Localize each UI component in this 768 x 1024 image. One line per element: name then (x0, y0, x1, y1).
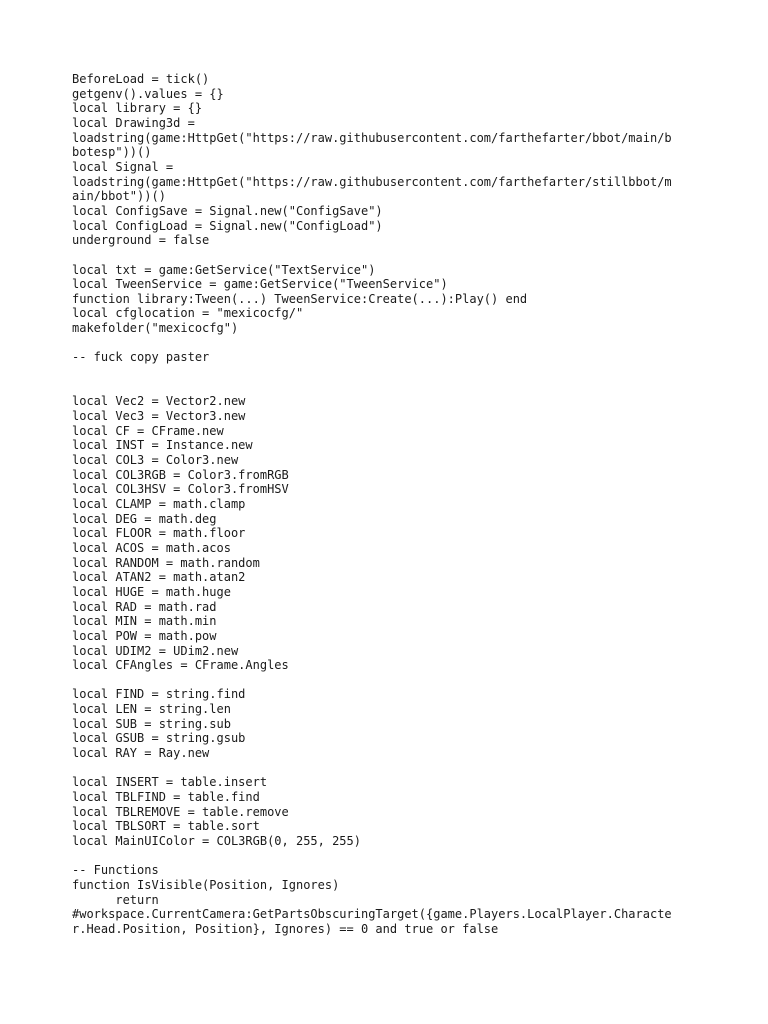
code-line: local LEN = string.len (72, 702, 231, 717)
code-line: local ConfigLoad = Signal.new("ConfigLoad") (72, 218, 383, 233)
code-line: local RANDOM = math.random (72, 555, 260, 570)
code-line: local txt = game:GetService("TextService") (72, 262, 376, 277)
code-line (72, 380, 712, 395)
code-line: local DEG = math.deg (72, 511, 217, 526)
code-line: r.Head.Position, Position}, Ignores) == 0 and true or false (72, 921, 499, 936)
code-line: local RAD = math.rad (72, 599, 217, 614)
code-line: local POW = math.pow (72, 628, 217, 643)
code-line: underground = false (72, 233, 210, 248)
code-line: local ACOS = math.acos (72, 540, 231, 555)
code-line: local Vec3 = Vector3.new (72, 409, 246, 424)
code-line: makefolder("mexicocfg") (72, 321, 239, 336)
code-line (72, 365, 712, 380)
code-line: local library = {} (72, 101, 203, 116)
code-line: local HUGE = math.huge (72, 584, 231, 599)
code-line: local GSUB = string.gsub (72, 731, 246, 746)
code-line: local SUB = string.sub (72, 716, 231, 731)
code-line: function library:Tween(...) TweenService:Create(...):Play() end (72, 291, 528, 306)
code-line: ain/bbot"))() (72, 189, 166, 204)
code-line: local INST = Instance.new (72, 438, 253, 453)
code-line: local COL3HSV = Color3.fromHSV (72, 482, 289, 497)
code-line: local CF = CFrame.new (72, 423, 224, 438)
code-line: local Signal = (72, 159, 174, 174)
code-line: local COL3 = Color3.new (72, 453, 239, 467)
code-line: local UDIM2 = UDim2.new (72, 643, 239, 658)
code-line: #workspace.CurrentCamera:GetPartsObscuringTarget({game.Players.LocalPlayer.Characte (72, 907, 672, 922)
code-line (72, 673, 712, 688)
code-line: local TweenService = game:GetService("TweenService") (72, 277, 448, 292)
code-line: getgenv().values = {} (72, 86, 224, 101)
code-line: local FIND = string.find (72, 687, 246, 702)
code-line: local TBLREMOVE = table.remove (72, 804, 289, 819)
code-line: local cfglocation = "mexicocfg/" (72, 306, 304, 321)
code-block (72, 72, 712, 937)
code-line: local MainUIColor = COL3RGB(0, 255, 255) (72, 834, 361, 849)
code-line: local CFAngles = CFrame.Angles (72, 658, 289, 673)
code-line (72, 761, 712, 776)
code-line: local ConfigSave = Signal.new("ConfigSave") (72, 203, 383, 218)
code-line: local RAY = Ray.new (72, 746, 210, 761)
code-line: loadstring(game:HttpGet("https://raw.githubusercontent.com/farthefarter/bbot/main/b (72, 130, 672, 145)
code-line (72, 849, 712, 864)
code-line: local Vec2 = Vector2.new (72, 394, 246, 409)
code-line: botesp"))() (72, 145, 152, 160)
code-line: local TBLFIND = table.find (72, 790, 260, 805)
code-line: function IsVisible(Position, Ignores) (72, 877, 340, 892)
code-line: local COL3RGB = Color3.fromRGB (72, 467, 289, 482)
code-line: local CLAMP = math.clamp (72, 496, 246, 511)
code-line: local ATAN2 = math.atan2 (72, 570, 246, 585)
code-line: local INSERT = table.insert (72, 775, 268, 790)
code-line: return (72, 892, 159, 907)
code-line: local FLOOR = math.floor (72, 526, 246, 541)
code-line: loadstring(game:HttpGet("https://raw.githubusercontent.com/farthefarter/stillbbot/m (72, 174, 672, 189)
code-line: -- fuck copy paster (72, 350, 210, 365)
code-line (72, 248, 712, 263)
code-line: local TBLSORT = table.sort (72, 819, 260, 834)
code-line: BeforeLoad = tick() (72, 72, 210, 86)
code-line: local MIN = math.min (72, 614, 217, 629)
code-line: local Drawing3d = (72, 115, 195, 130)
code-line: -- Functions (72, 863, 159, 878)
code-line (72, 336, 712, 351)
